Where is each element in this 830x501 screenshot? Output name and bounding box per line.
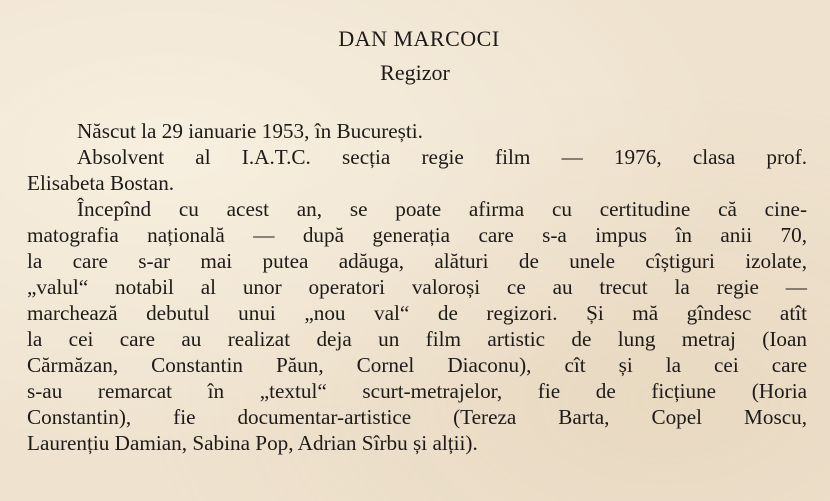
text-line: Elisabeta Bostan. <box>27 171 175 195</box>
text-line: Cărmăzan, Constantin Păun, Cornel Diaconu), cît și la cei care <box>27 353 807 377</box>
text-line: la cei care au realizat deja un film artistic de lung metraj (Ioan <box>27 327 807 351</box>
text-line: la care s-ar mai putea adăuga, alături de unele cîștiguri izolate, <box>27 249 807 273</box>
text-line: Absolvent al I.A.T.C. secția regie film — 1976, clasa prof. <box>77 145 807 169</box>
page-subtitle: Regizor <box>380 60 450 85</box>
text-line: „valul“ notabil al unor operatori valoroși ce au trecut la regie — <box>27 275 807 299</box>
page-title: DAN MARCOCI <box>338 26 500 51</box>
text-line: s-au remarcat în „textul“ scurt-metrajelor, fie de ficțiune (Horia <box>27 379 807 403</box>
text-line: Constantin), fie documentar-artistice (Tereza Barta, Copel Moscu, <box>27 405 807 429</box>
text-line: matografia națională — după generația care s-a impus în anii 70, <box>27 223 807 247</box>
text-line: Începînd cu acest an, se poate afirma cu certitudine că cine- <box>77 197 807 221</box>
text-line: Născut la 29 ianuarie 1953, în București. <box>77 119 423 143</box>
body-text <box>27 118 807 456</box>
text-line: marchează debutul unui „nou val“ de regizori. Și mă gîndesc atît <box>27 301 807 325</box>
text-line: Laurențiu Damian, Sabina Pop, Adrian Sîrbu și alții). <box>27 431 478 455</box>
